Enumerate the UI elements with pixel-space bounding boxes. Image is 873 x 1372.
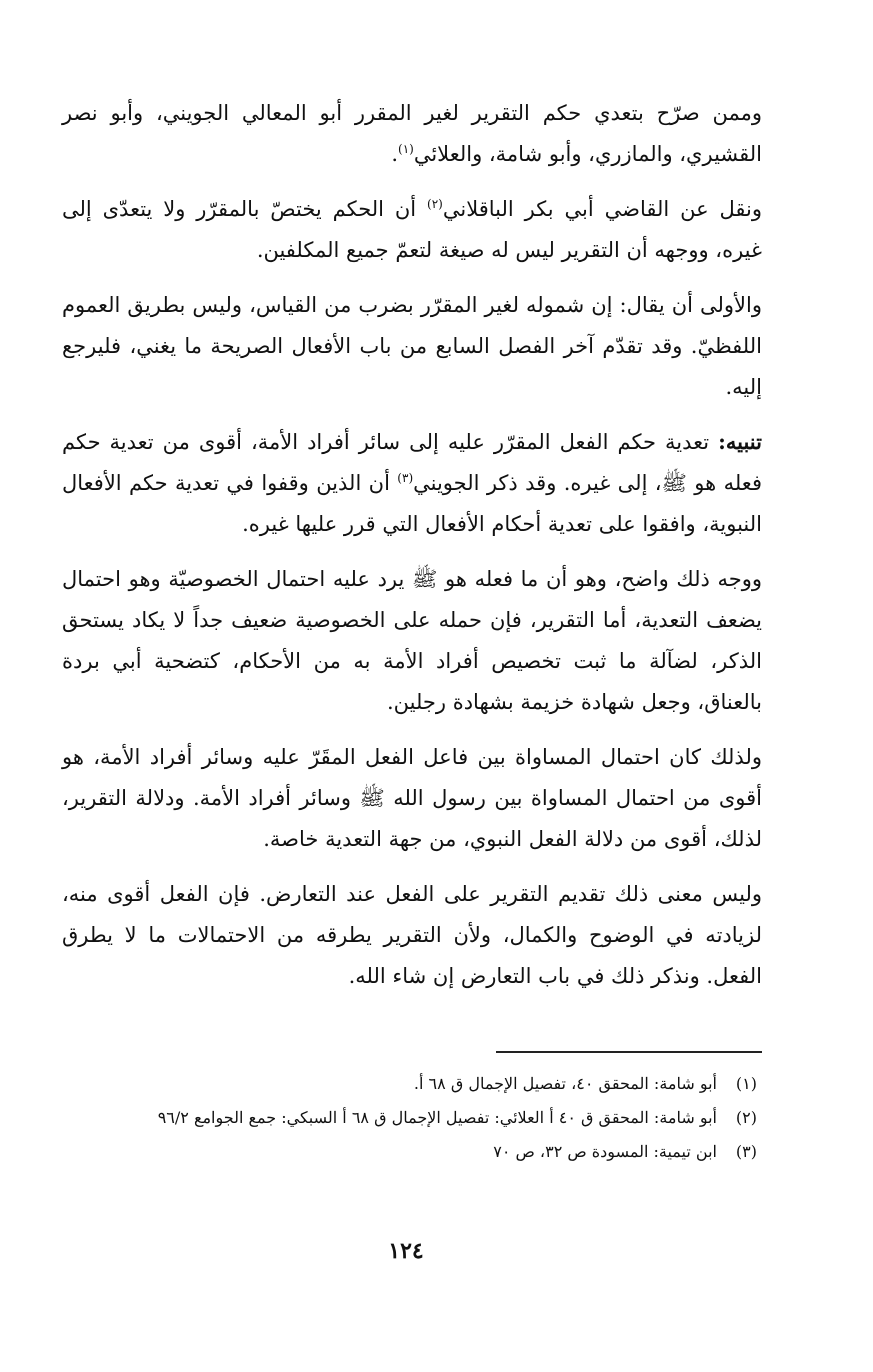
paragraph-text: تعدية حكم الفعل المقرّر عليه إلى سائر أفراد الأمة، أقوى من تعدية حكم فعله هو ﷺ، إلى غيره. وقد ذكر الجويني [62, 430, 762, 495]
footnote-text: أبو شامة: المحقق ٤٠، تفصيل الإجمال ق ٦٨ أ. [413, 1074, 717, 1093]
paragraph-text-after: أن الذين وقفوا في تعدية حكم الأفعال النبوية، وافقوا على تعدية أحكام الأفعال التي قرر عليها غيره. [62, 471, 762, 536]
footnote-text: ابن تيمية: المسودة ص ٣٢، ص ٧٠ [493, 1142, 717, 1161]
paragraph-text: ونقل عن القاضي أبي بكر الباقلاني [442, 197, 762, 221]
footnote-marker[interactable]: (٣) [397, 471, 414, 485]
footnote-divider [496, 1051, 762, 1053]
paragraph-text: ووجه ذلك واضح، وهو أن ما فعله هو ﷺ يرد عليه احتمال الخصوصيّة وهو احتمال يضعف التعدية، أما التقرير، فإن حمله على الخصوصية ضعيف جداً لا يكاد يستحق الذكر، لضآلة ما ثبت تخصيص أفراد الأمة به من الأحكام، كتضحية أبي بردة بالعناق، وجعل شهادة خزيمة بشهادة رجلين. [62, 567, 762, 714]
paragraph [62, 92, 762, 175]
footnotes [52, 1067, 757, 1169]
paragraph-text: ولذلك كان احتمال المساواة بين فاعل الفعل المقَرّ عليه وسائر أفراد الأمة، هو أقوى من احتمال المساواة بين رسول الله ﷺ وسائر أفراد الأمة. ودلالة التقرير، لذلك، أقوى من دلالة الفعل النبوي، من جهة التعدية خاصة. [62, 745, 762, 851]
main-text [62, 92, 762, 1010]
paragraph-lead: تنبيه: [718, 429, 762, 454]
paragraph-text: والأولى أن يقال: إن شموله لغير المقرّر بضرب من القياس، وليس بطريق العموم اللفظيّ. وقد تقدّم آخر الفصل السابع من باب الأفعال الصريحة ما يغني، فليرجع إليه. [62, 293, 762, 399]
paragraph-text: وممن صرّح بتعدي حكم التقرير لغير المقرر أبو المعالي الجويني، وأبو نصر القشيري، والمازري، وأبو شامة، والعلائي [62, 101, 762, 166]
paragraph [62, 558, 762, 723]
page-number: ١٢٤ [388, 1238, 424, 1264]
footnote [52, 1135, 757, 1169]
footnote [52, 1101, 757, 1135]
paragraph-text-after: أن الحكم يختصّ بالمقرّر ولا يتعدّى إلى غيره، ووجهه أن التقرير ليس له صيغة لتعمّ جميع المكلفين. [62, 197, 762, 262]
footnote-number: (٣) [735, 1142, 757, 1161]
paragraph-text: وليس معنى ذلك تقديم التقرير على الفعل عند التعارض. فإن الفعل أقوى منه، لزيادته في الوضوح والكمال، ولأن التقرير يطرقه من الاحتمالات ما لا يطرق الفعل. ونذكر ذلك في باب التعارض إن شاء الله. [62, 882, 762, 988]
paragraph [62, 736, 762, 860]
paragraph [62, 188, 762, 271]
paragraph-text-after: . [391, 142, 398, 166]
footnote-number: (٢) [735, 1108, 757, 1127]
paragraph [62, 284, 762, 408]
footnote [52, 1067, 757, 1101]
paragraph [62, 421, 762, 545]
footnote-marker[interactable]: (٢) [427, 197, 443, 211]
paragraph [62, 873, 762, 997]
footnote-marker[interactable]: (١) [398, 142, 414, 156]
footnote-text: أبو شامة: المحقق ق ٤٠ أ العلائي: تفصيل الإجمال ق ٦٨ أ السبكي: جمع الجوامع ٩٦/٢ [157, 1108, 717, 1127]
footnote-number: (١) [735, 1074, 757, 1093]
